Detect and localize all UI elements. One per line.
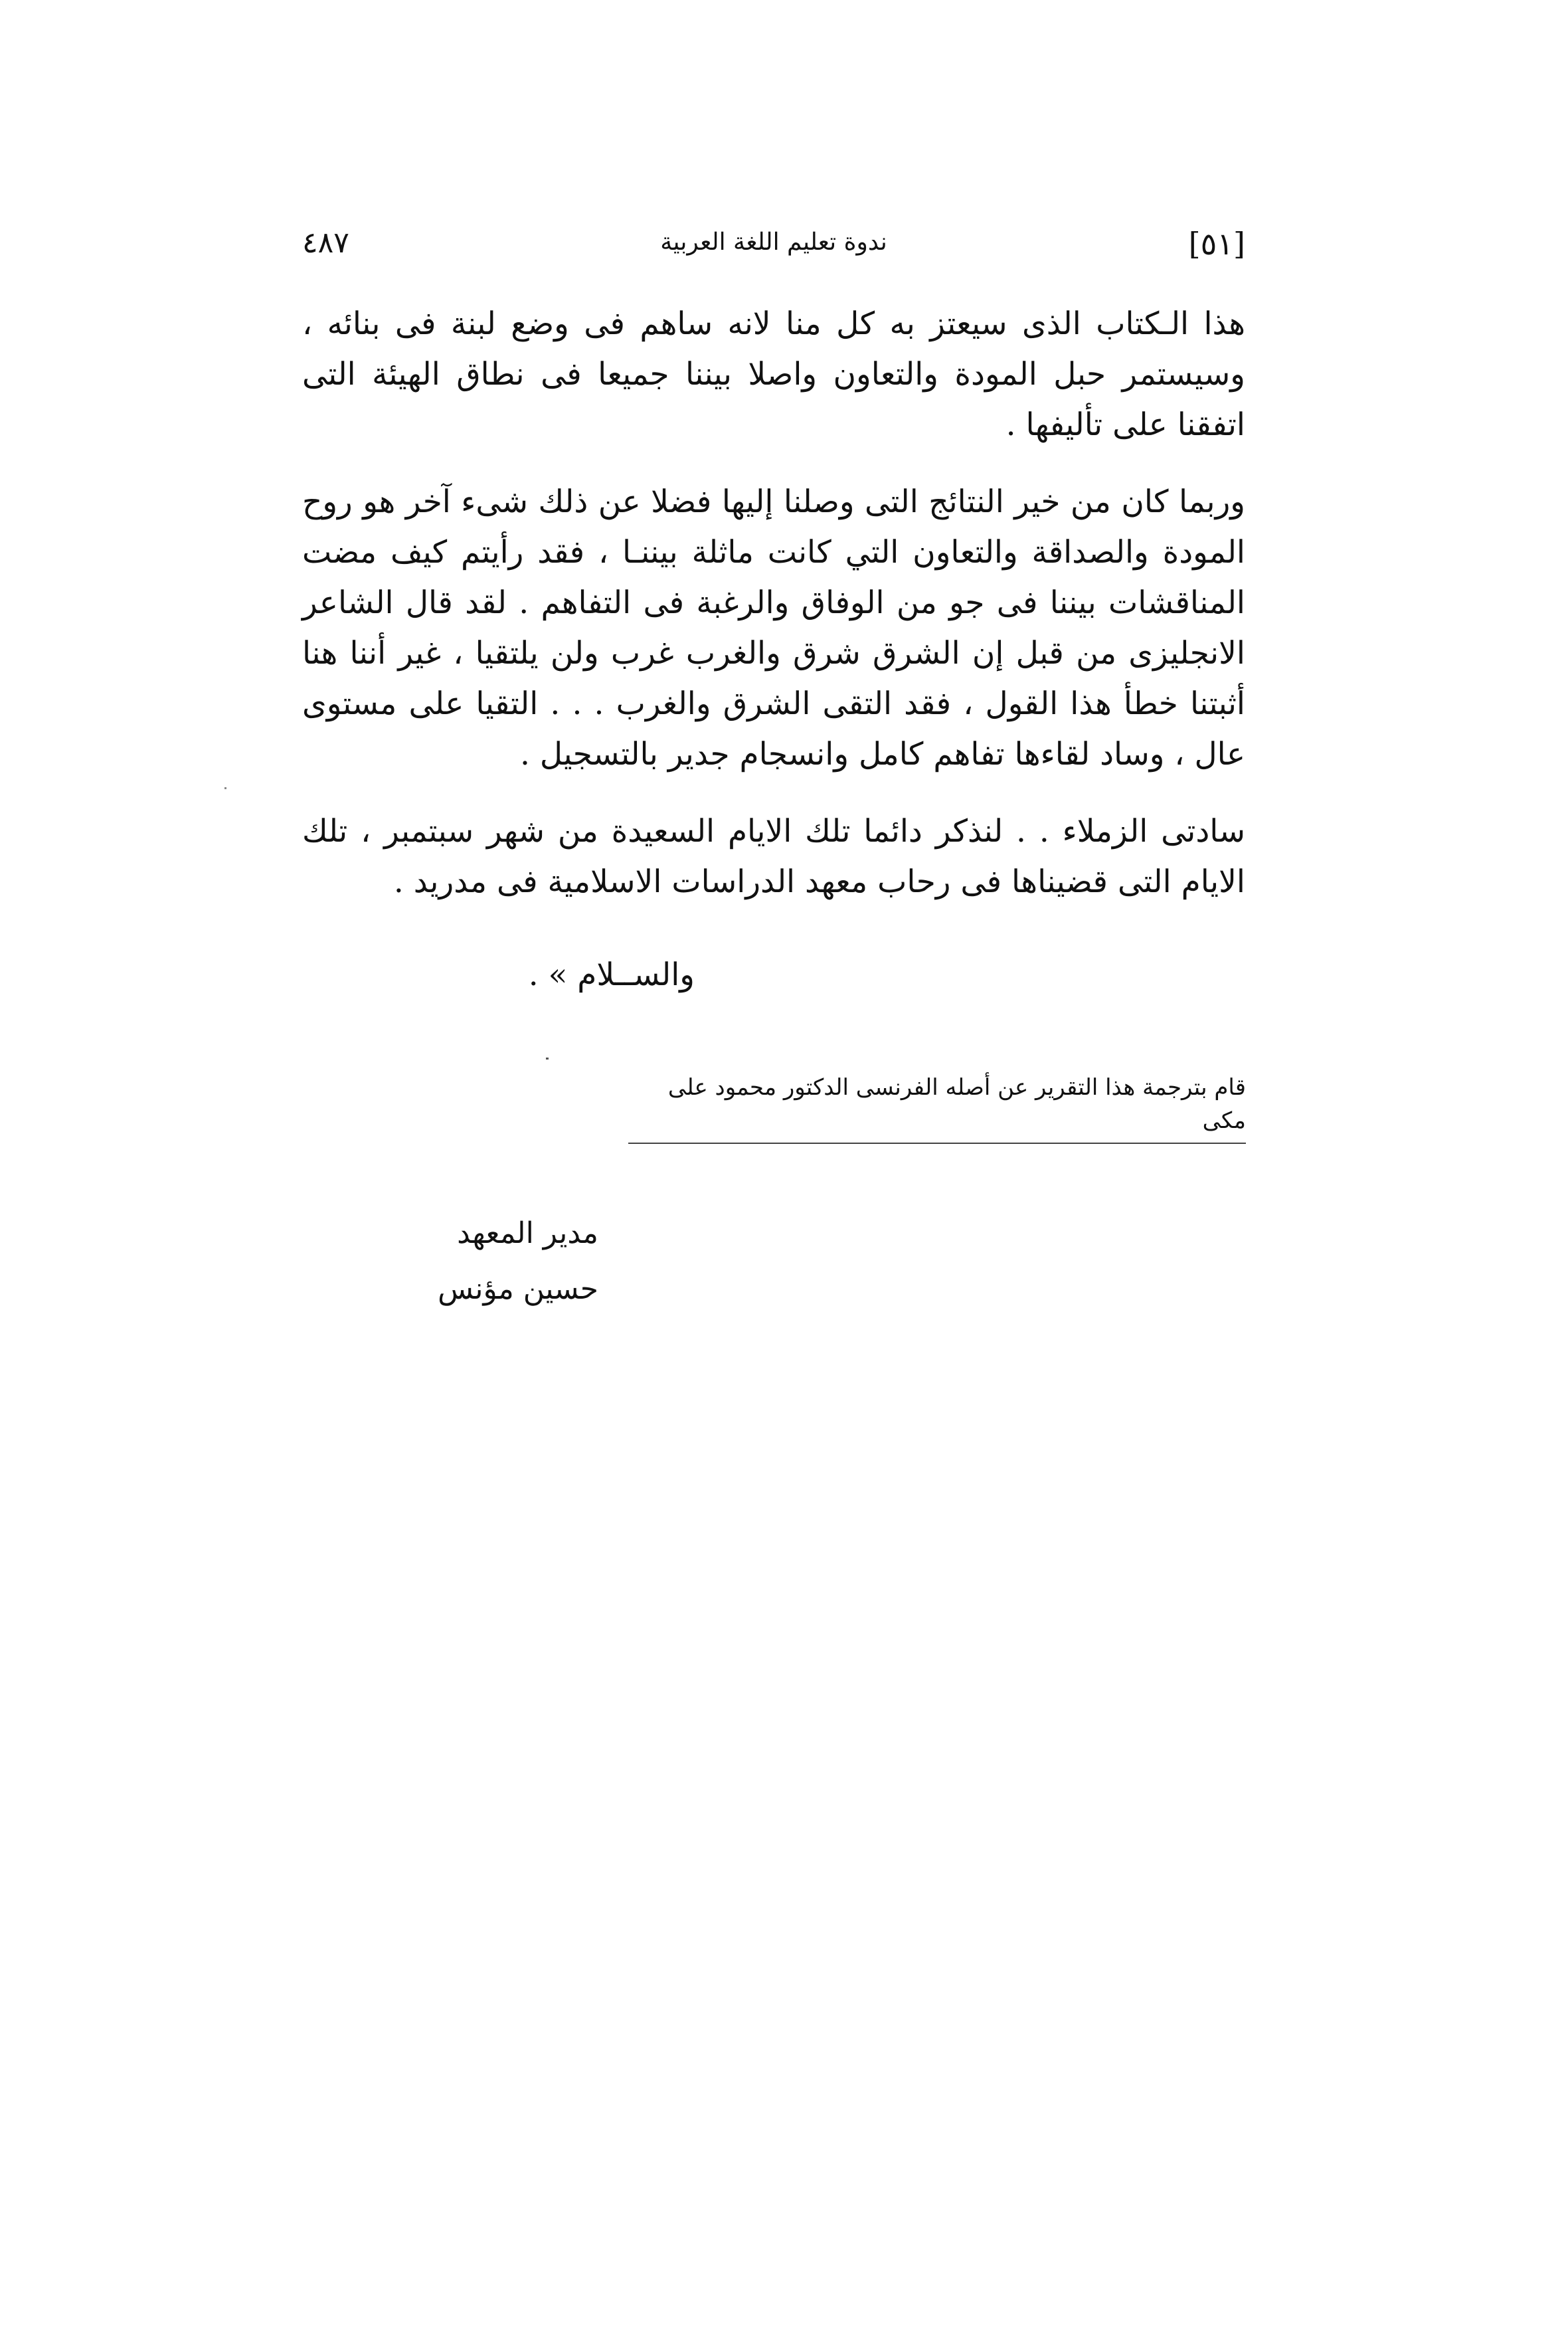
- paragraph-2: وربما كان من خير النتائج التى وصلنا إليها فضلا عن ذلك شىء آخر هو روح المودة والصداقة والتعاون التي كانت ماثلة بيننـا ، فقد رأيتم كيف مضت المناقشات بيننا فى جو من الوفاق والرغبة فى التفاهم . لقد قال الشاعر الانجليزى من قبل إن الشرق شرق والغرب غرب ولن يلتقيا ، غير أننا هنا أثبتنا خطأ هذا القول ، فقد التقى الشرق والغرب . . . التقيا على مستوى عال ، وساد لقاءها تفاهم كامل وانسجام جدير بالتسجيل .: [302, 484, 1245, 773]
- signature-name: حسين مؤنس: [438, 1272, 598, 1306]
- closing-salutation: والســلام » .: [528, 957, 695, 993]
- section-number: [٥١]: [1188, 226, 1245, 262]
- scan-speck-margin: [224, 787, 226, 789]
- running-title: ندوة تعليم اللغة العربية: [660, 229, 887, 256]
- signature-title: مدير المعهد: [457, 1216, 598, 1250]
- body-text: [302, 299, 1245, 934]
- signature-block: [438, 1206, 598, 1317]
- page-header: [302, 226, 1245, 272]
- paragraph-1: هذا الـكتاب الذى سيعتز به كل منا لانه ساهم فى وضع لبنة فى بنائه ، وسيستمر حبل المودة والتعاون واصلا بيننا جميعا فى نطاق الهيئة التى اتفقنا على تأليفها .: [302, 306, 1245, 443]
- paragraph-3: سادتى الزملاء . . لنذكر دائما تلك الايام السعيدة من شهر سبتمبر ، تلك الايام التى قضيناها فى رحاب معهد الدراسات الاسلامية فى مدريد .: [302, 813, 1245, 900]
- scan-speck: [546, 1058, 549, 1060]
- translator-note: قام بترجمة هذا التقرير عن أصله الفرنسى الدكتور محمود على مكى: [628, 1071, 1246, 1144]
- page-number: ٤٨٧: [302, 226, 349, 260]
